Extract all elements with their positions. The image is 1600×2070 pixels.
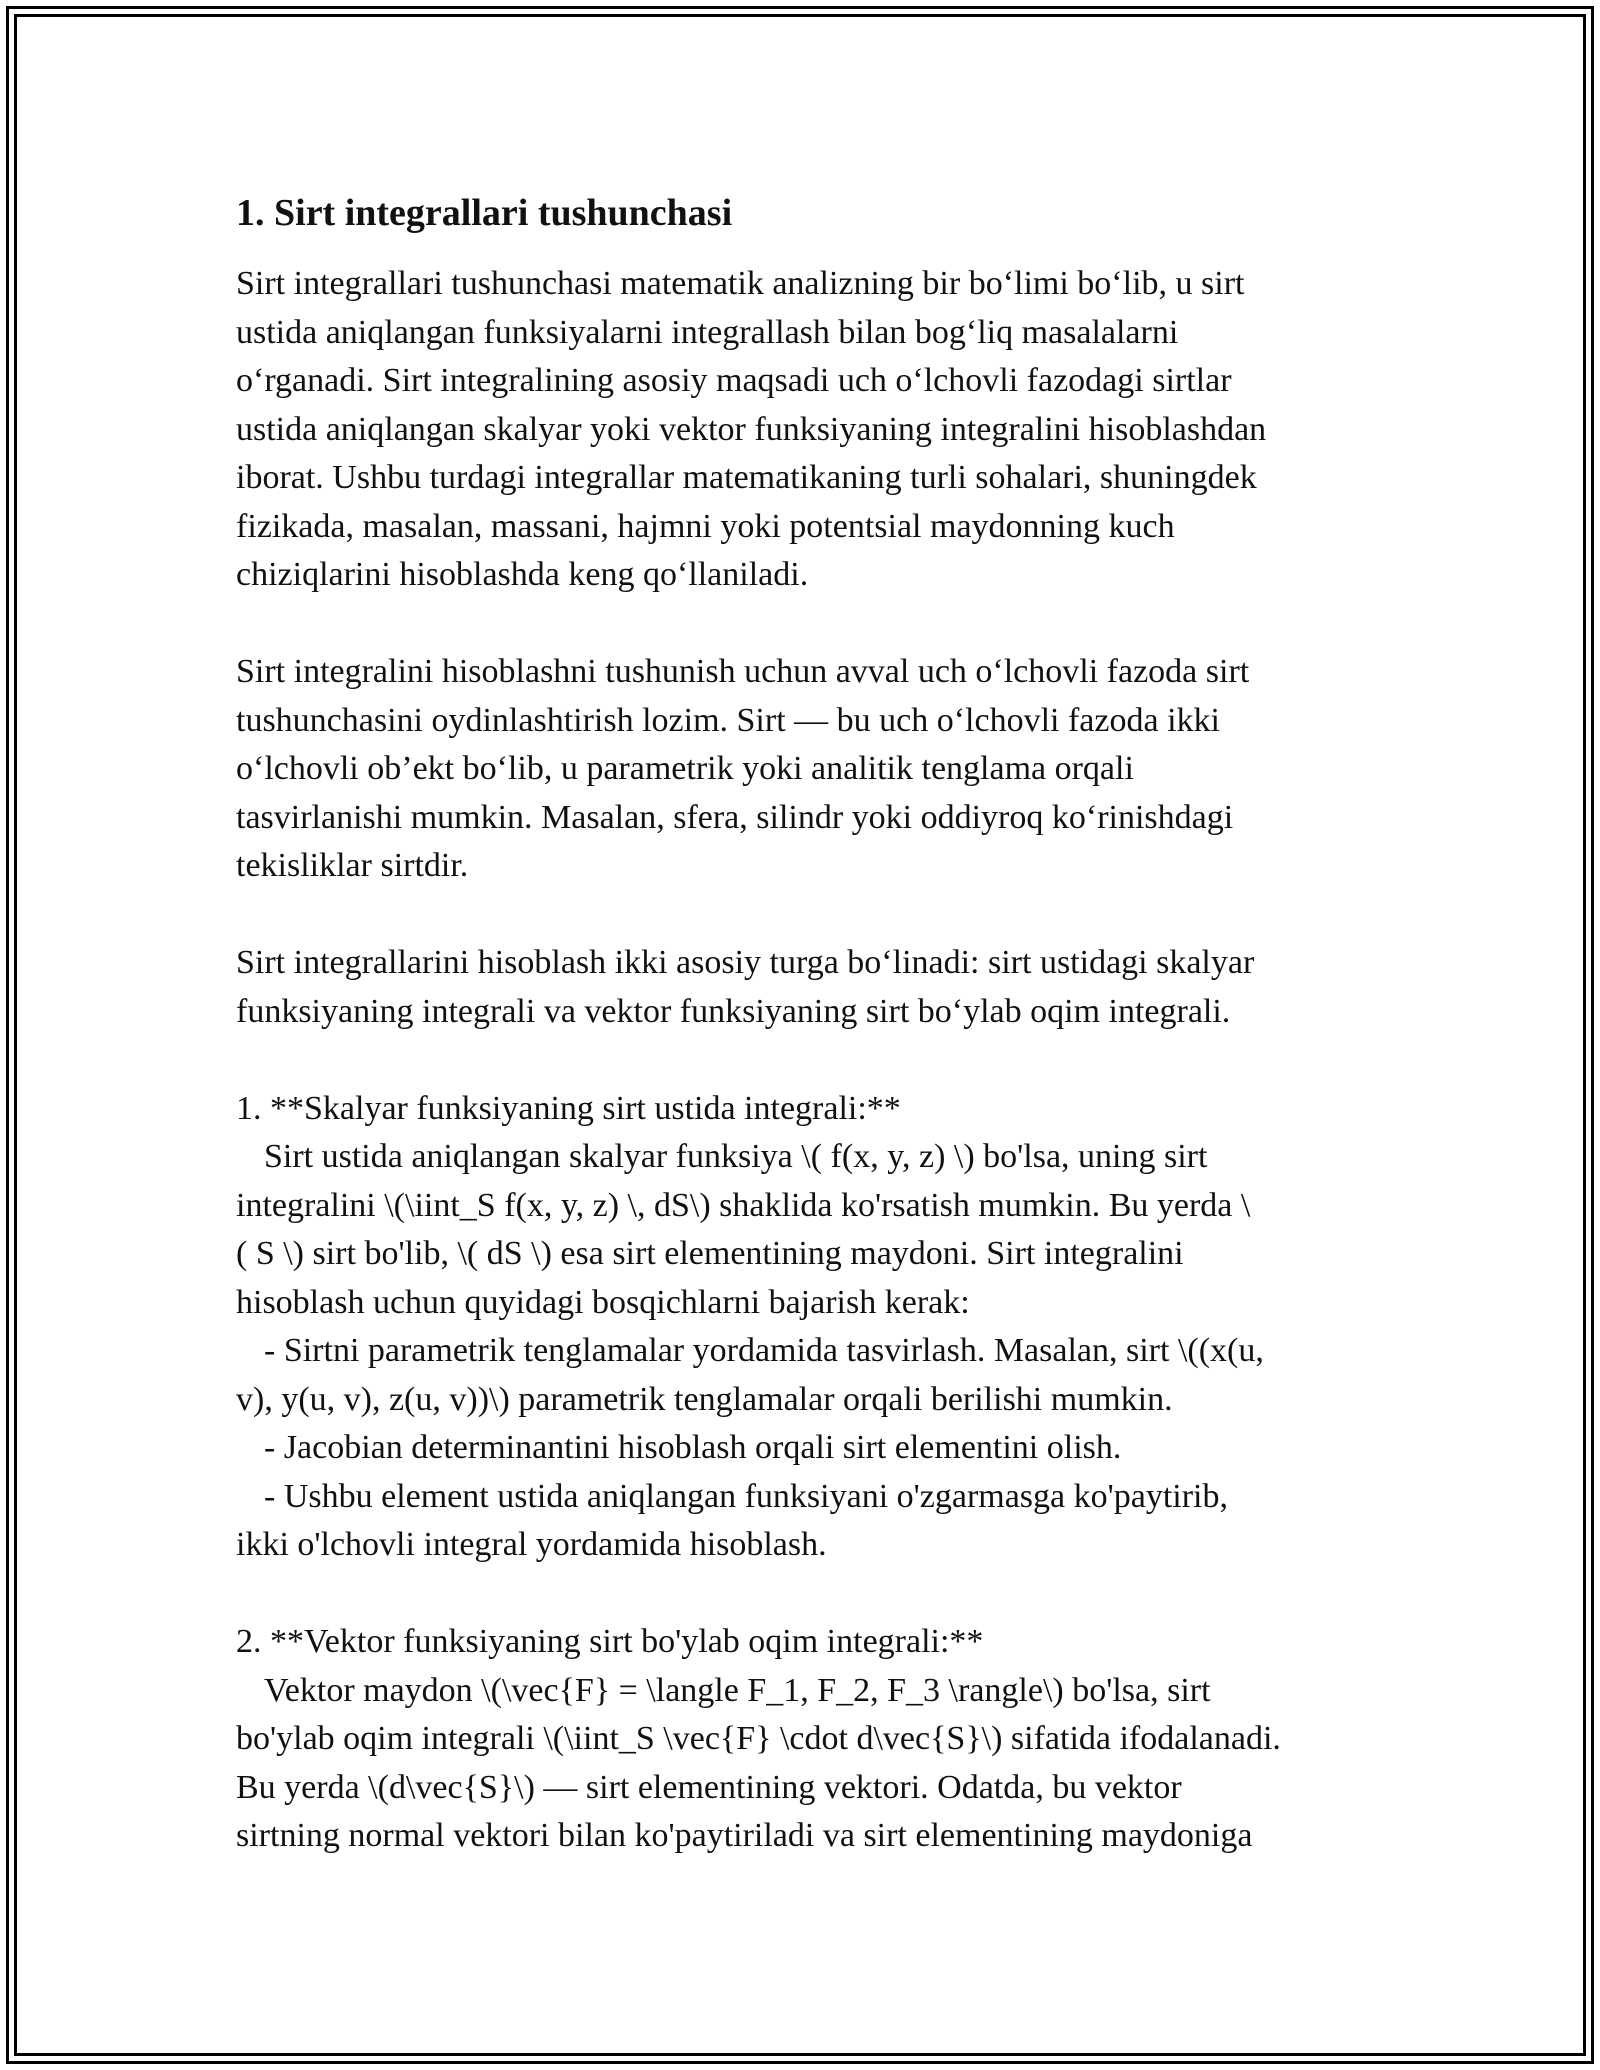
list-item-title: 1. **Skalyar funksiyaning sirt ustida integrali:** [236,1089,901,1127]
paragraph-line: tasvirlanishi mumkin. Masalan, sfera, silindr yoki oddiyroq ko‘rinishdagi [236,798,1234,836]
list-item-line: Sirt ustida aniqlangan skalyar funksiya \( f(x, y, z) \) bo'lsa, uning sirt [264,1138,1208,1175]
list-item-line: sirtning normal vektori bilan ko'paytiriladi va sirt elementining maydoniga [236,1817,1253,1854]
list-item-line: - Ushbu element ustida aniqlangan funksiyani o'zgarmasga ko'paytirib, [264,1477,1229,1515]
list-item-line: v), y(u, v), z(u, v))\) parametrik tenglamalar orqali berilishi mumkin. [236,1380,1173,1418]
list-item-title: 2. **Vektor funksiyaning sirt bo'ylab oqim integrali:** [236,1623,984,1660]
paragraph-line: iborat. Ushbu turdagi integrallar matematikaning turli sohalari, shuningdek [236,459,1257,496]
list-item-line: ikki o'lchovli integral yordamida hisoblash. [236,1526,827,1563]
paragraph-2 [236,648,1396,891]
document-body [236,186,1396,1861]
list-item-line: Bu yerda \(d\vec{S}\) — sirt elementining vektori. Odatda, bu vektor [236,1768,1182,1806]
list-item-line: ( S \) sirt bo'lib, \( dS \) esa sirt elementining maydoni. Sirt integralini [236,1235,1184,1272]
paragraph-3 [236,939,1396,1036]
paragraph-line: Sirt integrallarini hisoblash ikki asosiy turga bo‘linadi: sirt ustidagi skalyar [236,944,1255,981]
section-heading: 1. Sirt integrallari tushunchasi [236,192,733,234]
paragraph-1 [236,260,1396,600]
list-item-line: integralini \(\iint_S f(x, y, z) \, dS\) shaklida ko'rsatish mumkin. Bu yerda \ [236,1186,1251,1224]
list-item-line: - Jacobian determinantini hisoblash orqali sirt elementini olish. [264,1429,1122,1466]
paragraph-line: o‘lchovli ob’ekt bo‘lib, u parametrik yoki analitik tenglama orqali [236,750,1134,787]
paragraph-line: o‘rganadi. Sirt integralining asosiy maqsadi uch o‘lchovli fazodagi sirtlar [236,362,1232,399]
paragraph-line: fizikada, masalan, massani, hajmni yoki potentsial maydonning kuch [236,507,1175,545]
list-item-line: bo'ylab oqim integrali \(\iint_S \vec{F} \cdot d\vec{S}\) sifatida ifodalanadi. [236,1720,1281,1757]
paragraph-line: Sirt integrallari tushunchasi matematik analizning bir bo‘limi bo‘lib, u sirt [236,265,1245,302]
list-item-scalar [236,1085,1396,1570]
paragraph-line: tekisliklar sirtdir. [236,847,469,884]
list-item-vector [236,1618,1396,1861]
paragraph-line: ustida aniqlangan funksiyalarni integrallash bilan bog‘liq masalalarni [236,313,1179,351]
list-item-line: Vektor maydon \(\vec{F} = \langle F_1, F_2, F_3 \rangle\) bo'lsa, sirt [264,1671,1211,1709]
list-item-line: - Sirtni parametrik tenglamalar yordamida tasvirlash. Masalan, sirt \((x(u, [264,1332,1264,1369]
paragraph-line: tushunchasini oydinlashtirish lozim. Sirt — bu uch o‘lchovli fazoda ikki [236,701,1220,739]
paragraph-line: ustida aniqlangan skalyar yoki vektor funksiyaning integralini hisoblashdan [236,410,1267,448]
paragraph-line: Sirt integralini hisoblashni tushunish uchun avval uch o‘lchovli fazoda sirt [236,653,1250,690]
paragraph-line: chiziqlarini hisoblashda keng qo‘llaniladi. [236,556,809,593]
list-item-line: hisoblash uchun quyidagi bosqichlarni bajarish kerak: [236,1283,970,1321]
paragraph-line: funksiyaning integrali va vektor funksiyaning sirt bo‘ylab oqim integrali. [236,992,1231,1030]
